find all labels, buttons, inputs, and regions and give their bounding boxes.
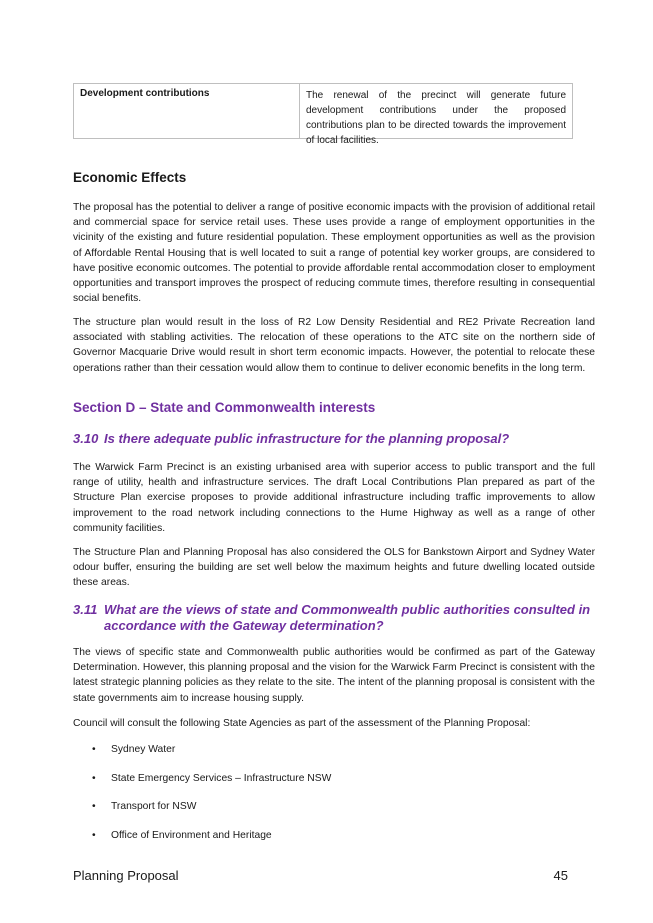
list-item xyxy=(73,742,595,771)
page-number: 45 xyxy=(553,868,568,883)
question-3-11-title-line1: What are the views of state and Commonwealth public authorities consulted in xyxy=(104,602,591,617)
bullet-icon: • xyxy=(92,829,96,841)
question-3-10-title: Is there adequate public infrastructure for the planning proposal? xyxy=(104,431,510,446)
agency-name: Sydney Water xyxy=(111,744,176,755)
question-3-11-title-line2: accordance with the Gateway determination? xyxy=(104,618,384,633)
section-d-heading: Section D – State and Commonwealth interests xyxy=(73,400,376,415)
question-3-10-heading xyxy=(73,431,595,447)
list-item xyxy=(73,799,595,828)
infrastructure-paragraph-1: The Warwick Farm Precinct is an existing urbanised area with superior access to public transport and the full range of utility, health and infrastructure services. The draft Local Contributions Plan prepared as part of the Structure Plan exercise proposes to provide additional infrastructure including traffic improvements to allow improvement to the road network including connections to the Hume Highway as well as a range of other community facilities. xyxy=(73,462,595,534)
agency-name: Office of Environment and Heritage xyxy=(111,829,272,841)
bullet-icon: • xyxy=(92,801,96,812)
question-3-11-heading xyxy=(73,602,595,634)
bullet-icon: • xyxy=(92,744,96,755)
economic-paragraph-2: The structure plan would result in the loss of R2 Low Density Residential and RE2 Private Recreation land associated with stabling activities. The relocation of these operations to the ATC site on the northern side of Governor Macquarie Drive would result in short term economic impacts. However, the potential to relocate these operations rather than their cessation would allow them to continue to deliver economic benefits in the long term. xyxy=(73,317,595,374)
agency-name: Transport for NSW xyxy=(111,801,197,812)
contributions-table xyxy=(73,83,573,146)
footer-title: Planning Proposal xyxy=(73,868,179,883)
agency-list xyxy=(73,742,595,856)
authorities-paragraph-1: The views of specific state and Commonwealth public authorities would be confirmed as part of the Gateway Determination. However, this planning proposal and the vision for the Warwick Farm Precinct is consistent with the latest strategic planning policies as they relate to the site. The intent of the planning proposal is consistent with the state governments aim to increase housing supply. xyxy=(73,647,595,704)
question-3-11-number: 3.11 xyxy=(73,602,98,617)
agency-name: State Emergency Services – Infrastructure NSW xyxy=(111,772,332,784)
list-item xyxy=(73,771,595,800)
infrastructure-paragraph-2: The Structure Plan and Planning Proposal has also considered the OLS for Bankstown Airport and Sydney Water odour buffer, ensuring the building are set well below the maximum heights and future dwelling located outside these areas. xyxy=(73,547,595,589)
list-item xyxy=(73,828,595,857)
authorities-paragraph-2: Council will consult the following State Agencies as part of the assessment of the Planning Proposal: xyxy=(73,718,531,729)
table-label-cell: Development contributions xyxy=(74,84,300,138)
bullet-icon: • xyxy=(92,772,96,784)
table-text-cell: The renewal of the precinct will generate future development contributions under the proposed contributions plan to be directed towards the improvement of local facilities. xyxy=(306,90,566,146)
question-3-10-number: 3.10 xyxy=(73,431,99,446)
economic-effects-heading: Economic Effects xyxy=(73,170,187,185)
economic-paragraph-1: The proposal has the potential to deliver a range of positive economic impacts with the provision of additional retail and commercial space for service retail uses. These uses provide a range of employment opportunities in the vicinity of the existing and future residential population. These employment opportunities as well as the provision of Affordable Rental Housing that is well located to suit a range of potential key worker groups, are considered to have positive economic outcomes. The potential to provide affordable rental accommodation closer to employment opportunities and transport improves the prospect of reducing commute times, therefore resulting in consequential social benefits. xyxy=(73,202,595,305)
